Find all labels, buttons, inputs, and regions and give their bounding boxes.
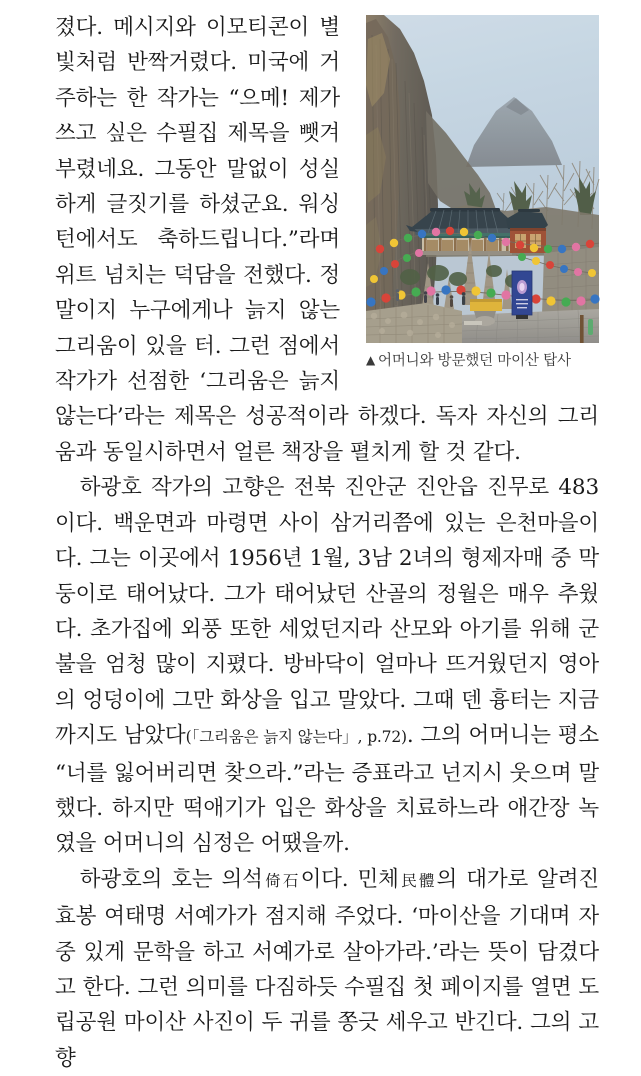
paragraph-3-part-b: 이다. 민체 bbox=[300, 866, 399, 892]
paragraph-1-text: 졌다. 메시지와 이모티콘이 별빛처럼 반짝거렸다. 미국에 거주하는 한 작가는 “으메! 제가 쓰고 싶은 수필집 제목을 뺏겨부렸네요. 그동안 말없이 성실하게 글짓기를 하셨군요. 워싱턴에서도 축하드립니다.”라며 위트 넘치는 덕담을 전했다. 정말이지 누구에게나 늙지 않는 그리움이 있을 터. 그런 점에서 작가가 선점한 ‘그리움은 늙지 않는다’라는 제목은 성공적이라 하겠다. 독자 자신의 그리움과 동일시하면서 얼른 책장을 펼치게 할 것 같다. bbox=[55, 15, 599, 465]
text-column bbox=[55, 10, 599, 1076]
paragraph-3-part-c: 의 대가로 알려진 효봉 여태명 서예가가 점지해 주었다. ‘마이산을 기대며 자중 있게 문학을 하고 서예가로 살아가라.’라는 뜻이 담겼다고 한다. 그런 의미를 다짐하듯 수필집 첫 페이지를 열면 도립공원 마이산 사진이 두 귀를 쫑긋 세우고 반긴다. 그의 고향 bbox=[55, 866, 600, 1071]
photo-artwork bbox=[366, 15, 599, 343]
paragraph-2 bbox=[55, 470, 599, 861]
paragraph-3-part-a: 하광호의 호는 의석 bbox=[79, 866, 263, 892]
paragraph-2-part-b: . 그의 어머니는 평소 “너를 잃어버리면 찾으라.”라는 증표라고 넌지시 웃으며 말했다. 하지만 떡애기가 입은 화상을 치료하느라 애간장 녹였을 어머니의 심정은 어땠을까. bbox=[55, 723, 599, 857]
figure-caption bbox=[366, 352, 599, 371]
photo-maisan-tapsa bbox=[366, 15, 599, 343]
paragraph-3-hanja-uiseok: 倚石 bbox=[262, 871, 301, 890]
figure-maisan-tapsa bbox=[366, 15, 599, 371]
caption-marker-icon: ▲ bbox=[366, 353, 376, 367]
paragraph-3-hanja-minche: 民體 bbox=[398, 871, 437, 890]
paragraph-2-book-reference: (「그리움은 늙지 않는다」, p.72) bbox=[185, 728, 407, 747]
paragraph-2-part-a: 하광호 작가의 고향은 전북 진안군 진안읍 진무로 483이다. 백운면과 마령면 사이 삼거리쯤에 있는 은천마을이다. 그는 이곳에서 1956년 1월, 3남 2녀의 형제자매 중 막둥이로 태어났다. 그가 태어났던 산골의 정월은 매우 추웠다. 초가집에 외풍 또한 세었던지라 산모와 아기를 위해 군불을 엄청 많이 지폈다. 방바닥이 얼마나 뜨거웠던지 영아의 엉덩이에 그만 화상을 입고 말았다. 그때 덴 흉터는 지금까지도 남았다 bbox=[55, 475, 599, 749]
paragraph-3 bbox=[55, 862, 599, 1076]
caption-text: 어머니와 방문했던 마이산 탑사 bbox=[378, 353, 571, 369]
